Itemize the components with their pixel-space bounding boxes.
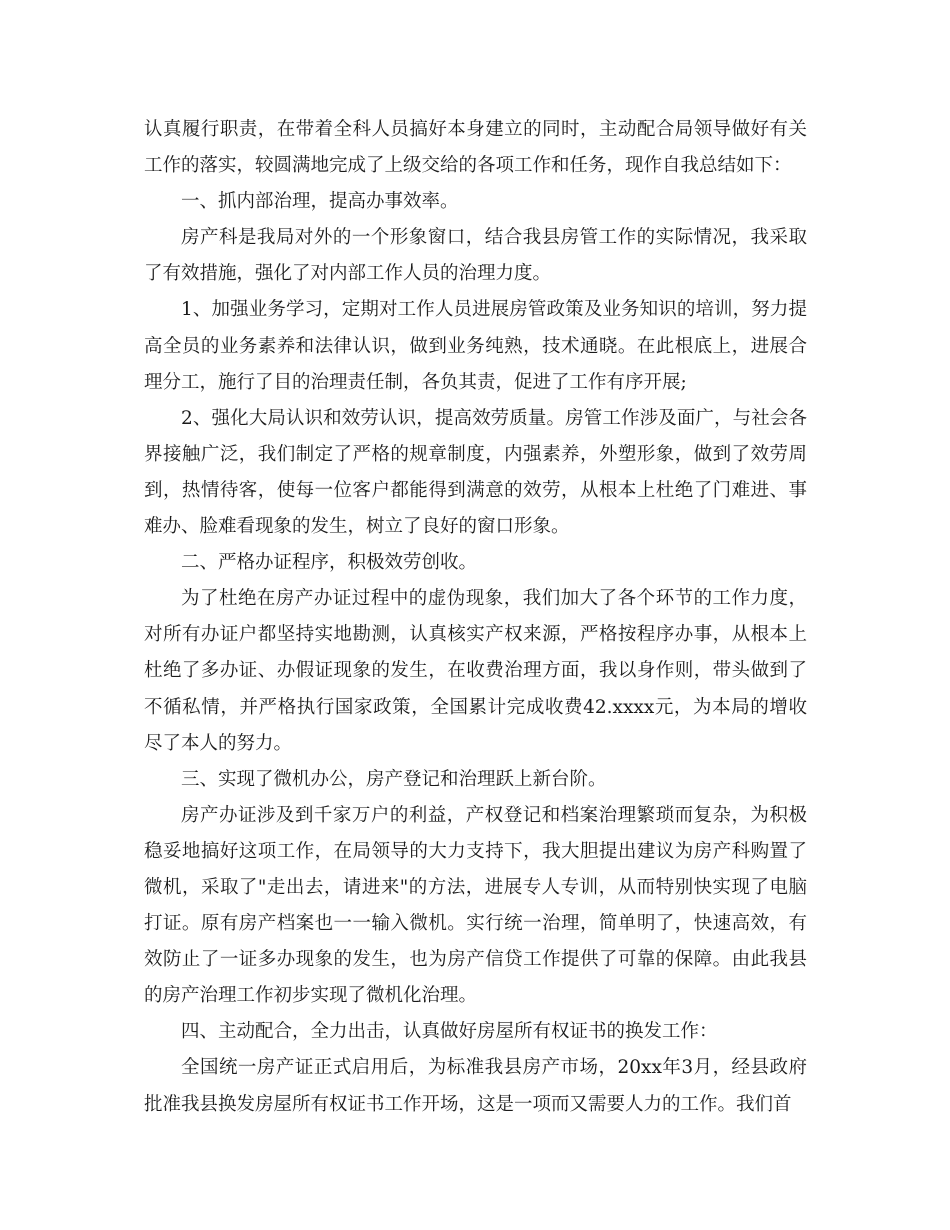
heading-section-1: 一、抓内部治理，提高办事效率。 xyxy=(181,191,459,213)
paragraph-section-4: 全国统一房产证正式启用后，为标准我县房产市场，20xx年3月，经县政府批准我县换发房屋所有权证书工作开场，这是一项而又需要人力的工作。我们首 xyxy=(144,1057,807,1115)
paragraph-item-1: 1、加强业务学习，定期对工作人员进展房管政策及业务知识的培训，努力提高全员的业务素养和法律认识，做到业务纯熟，技术通晓。在此根底上，进展合理分工，施行了目的治理责任制，各负其责，促进了工作有序开展; xyxy=(144,299,807,393)
heading-section-2: 二、严格办证程序，积极效劳创收。 xyxy=(181,552,478,574)
heading-section-3: 三、实现了微机办公，房产登记和治理跃上新台阶。 xyxy=(181,768,607,790)
paragraph-item-2: 2、强化大局认识和效劳认识，提高效劳质量。房管工作涉及面广，与社会各界接触广泛，我们制定了严格的规章制度，内强素养，外塑形象，做到了效劳周到，热情待客，使每一位客户都能得到满意的效劳，从根本上杜绝了门难进、事难办、脸难看现象的发生，树立了良好的窗口形象。 xyxy=(144,407,807,538)
paragraph-intro: 认真履行职责，在带着全科人员搞好本身建立的同时，主动配合局领导做好有关工作的落实，较圆满地完成了上级交给的各项工作和任务，现作自我总结如下： xyxy=(144,119,807,177)
heading-section-4: 四、主动配合，全力出击，认真做好房屋所有权证书的换发工作： xyxy=(181,1021,718,1043)
document-body xyxy=(144,112,807,1123)
paragraph-section-1-intro: 房产科是我局对外的一个形象窗口，结合我县房管工作的实际情况，我采取了有效措施，强化了对内部工作人员的治理力度。 xyxy=(144,227,807,285)
paragraph-section-2: 为了杜绝在房产办证过程中的虚伪现象，我们加大了各个环节的工作力度，对所有办证户都坚持实地勘测，认真核实产权来源，严格按程序办事，从根本上杜绝了多办证、办假证现象的发生，在收费治理方面，我以身作则，带头做到了不循私情，并严格执行国家政策，全国累计完成收费42.xxxx元，为本局的增收尽了本人的努力。 xyxy=(144,588,807,754)
paragraph-section-3: 房产办证涉及到千家万户的利益，产权登记和档案治理繁琐而复杂，为积极稳妥地搞好这项工作，在局领导的大力支持下，我大胆提出建议为房产科购置了微机，采取了"走出去，请进来"的方法，进展专人专训，从而特别快实现了电脑打证。原有房产档案也一一输入微机。实行统一治理，简单明了，快速高效，有效防止了一证多办现象的发生，也为房产信贷工作提供了可靠的保障。由此我县的房产治理工作初步实现了微机化治理。 xyxy=(144,804,807,1007)
